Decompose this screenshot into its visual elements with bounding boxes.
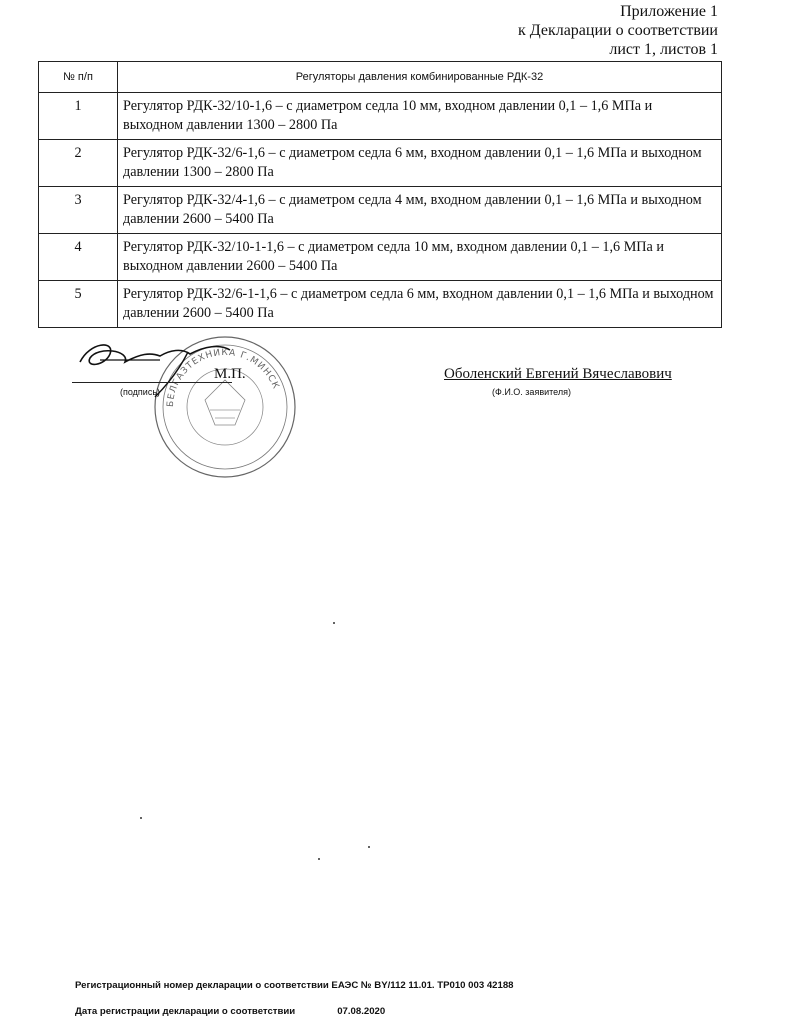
- table-row: [39, 281, 722, 328]
- signature-line: [72, 382, 232, 383]
- signature-block: [0, 330, 791, 500]
- appendix-title: Приложение 1: [620, 3, 718, 20]
- scan-speck: [318, 858, 320, 860]
- row-description: Регулятор РДК-32/6-1,6 – с диаметром седла 6 мм, входном давлении 0,1 – 1,6 МПа и выходном давлении 1300 – 2800 Па: [118, 140, 722, 187]
- row-description: Регулятор РДК-32/10-1,6 – с диаметром седла 10 мм, входном давлении 0,1 – 1,6 МПа и выходном давлении 1300 – 2800 Па: [118, 93, 722, 140]
- appendix-subtitle: к Декларации о соответствии: [517, 22, 718, 39]
- sheet-count: лист 1, листов 1: [609, 41, 718, 58]
- scan-speck: [140, 817, 142, 819]
- applicant-name: Оболенский Евгений Вячеславович: [444, 366, 672, 382]
- row-number: 3: [39, 187, 118, 234]
- scan-speck: [368, 846, 370, 848]
- table-row: [39, 234, 722, 281]
- row-description: Регулятор РДК-32/10-1-1,6 – с диаметром седла 10 мм, входном давлении 0,1 – 1,6 МПа и выходном давлении 2600 – 5400 Па: [118, 234, 722, 281]
- registration-date: 07.08.2020: [337, 1006, 386, 1017]
- document-header: [518, 2, 718, 59]
- seal-text: БЕЛГАЗТЕХНИКА Г.МИНСК: [165, 347, 281, 408]
- table-row: [39, 187, 722, 234]
- registration-date-label: Дата регистрации декларации о соответствии: [75, 1006, 296, 1017]
- row-number: 5: [39, 281, 118, 328]
- products-table: [38, 61, 722, 328]
- row-description: Регулятор РДК-32/4-1,6 – с диаметром седла 4 мм, входном давлении 0,1 – 1,6 МПа и выходном давлении 2600 – 5400 Па: [118, 187, 722, 234]
- table-header-row: [39, 62, 722, 93]
- row-description: Регулятор РДК-32/6-1-1,6 – с диаметром седла 6 мм, входном давлении 0,1 – 1,6 МПа и выходном давлении 2600 – 5400 Па: [118, 281, 722, 328]
- registration-number: Регистрационный номер декларации о соответствии ЕАЭС № BY/112 11.01. ТР010 003 42188: [75, 980, 514, 991]
- signature-caption: (подпись): [120, 387, 161, 397]
- table-row: [39, 140, 722, 187]
- column-header-title: Регуляторы давления комбинированные РДК-32: [118, 62, 722, 93]
- stamp-place-label: М.П.: [214, 366, 246, 382]
- row-number: 4: [39, 234, 118, 281]
- registration-date-line: [75, 1006, 385, 1017]
- row-number: 1: [39, 93, 118, 140]
- row-number: 2: [39, 140, 118, 187]
- scan-speck: [333, 622, 335, 624]
- table-row: [39, 93, 722, 140]
- column-header-number: № п/п: [39, 62, 118, 93]
- applicant-name-caption: (Ф.И.О. заявителя): [492, 387, 571, 397]
